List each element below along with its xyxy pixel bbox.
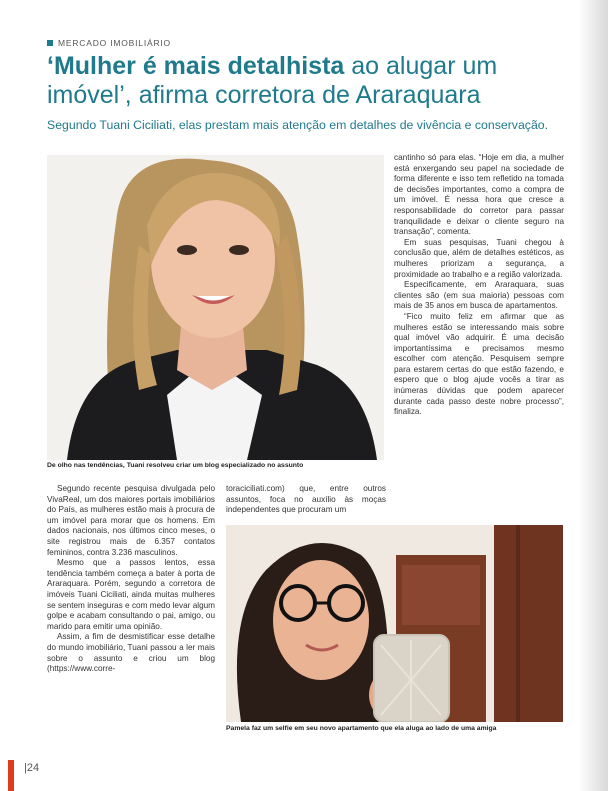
portrait-photo — [47, 155, 384, 460]
section-label-text: MERCADO IMOBILIÁRIO — [58, 38, 171, 48]
subheadline: Segundo Tuani Ciciliati, elas prestam mais atenção em detalhes de vivência e conservação. — [47, 118, 549, 132]
column-middle-paragraph: toraciciliati.com) que, entre outros assuntos, foca no auxílio às moças independentes que procuram um — [226, 484, 386, 515]
column-right-paragraph: “Fico muito feliz em afirmar que as mulheres estão se interessando mais sobre qual imóvel vão adquirir. É uma decisão importantíssima e precisamos mesmo escolher com atenção. Pesquisem sempre para estarem certas do que estão fazendo, e espero que o blog ajude vocês a tirar as inúmeras dúvidas que podem aparecer durante cada passo deste nobre processo”, finaliza. — [394, 311, 564, 417]
section-square-icon — [47, 40, 53, 46]
column-left — [47, 484, 215, 675]
headline-attribution: , afirma corretora de Araraquara — [124, 81, 481, 109]
column-left-paragraph: Assim, a fim de desmistificar esse detalhe do mundo imobiliário, Tuani passou a ler mais sobre o assunto e criou um blog (https://www.corre- — [47, 632, 215, 674]
column-right-paragraph: Especificamente, em Araraquara, suas clientes são (em sua maioria) pessoas com mais de 35 anos em busca de apartamentos. — [394, 280, 564, 311]
column-left-paragraph: Mesmo que a passos lentos, essa tendência também começa a bater à porta de Araraquara. Porém, segundo a corretora de imóveis Tuani Ciciliati, ainda muitas mulheres se sentem inseguras e com medo levar algum golpe e acabam consultando o pai, amigo, ou marido para emitir uma opinião. — [47, 558, 215, 631]
column-right — [394, 153, 564, 418]
portrait-caption: De olho nas tendências, Tuani resolveu criar um blog especializado no assunto — [47, 462, 304, 469]
headline-quote-rest: ao alugar um imóvel’ — [47, 52, 498, 109]
selfie-caption: Pamela faz um selfie em seu novo apartamento que ela aluga ao lado de uma amiga — [226, 725, 497, 732]
page-number: |24 — [24, 762, 40, 774]
headline — [47, 52, 567, 110]
selfie-photo — [226, 525, 563, 722]
portrait-illustration — [47, 155, 384, 460]
headline-quote-bold: ‘Mulher é mais detalhista — [47, 52, 345, 80]
page-edge-shadow — [578, 0, 608, 791]
column-right-paragraph: cantinho só para elas. “Hoje em dia, a mulher está enxergando seu papel na sociedade de forma diferente e isso tem refletido na tomada de decisões importantes, como a compra de um imóvel. É nessa hora que cresce a responsabilidade do corretor para passar tranquilidade e deixar o cliente seguro na transação”, comenta. — [394, 153, 564, 237]
page-marker — [8, 760, 14, 791]
column-left-paragraph: Segundo recente pesquisa divulgada pelo VivaReal, um dos maiores portais imobiliários do País, as mulheres estão mais à procura de um imóvel para morar que os homens. Em dados nacionais, nos últimos cinco meses, o site registrou mais de 6.357 contatos femininos, contra 3.236 masculinos. — [47, 484, 215, 557]
section-label — [47, 38, 171, 48]
column-middle — [226, 484, 386, 516]
column-right-paragraph: Em suas pesquisas, Tuani chegou à conclusão que, além de detalhes estéticos, as mulheres priorizam a segurança, a proximidade ao trabalho e a região valorizada. — [394, 237, 564, 279]
selfie-illustration — [226, 525, 563, 722]
